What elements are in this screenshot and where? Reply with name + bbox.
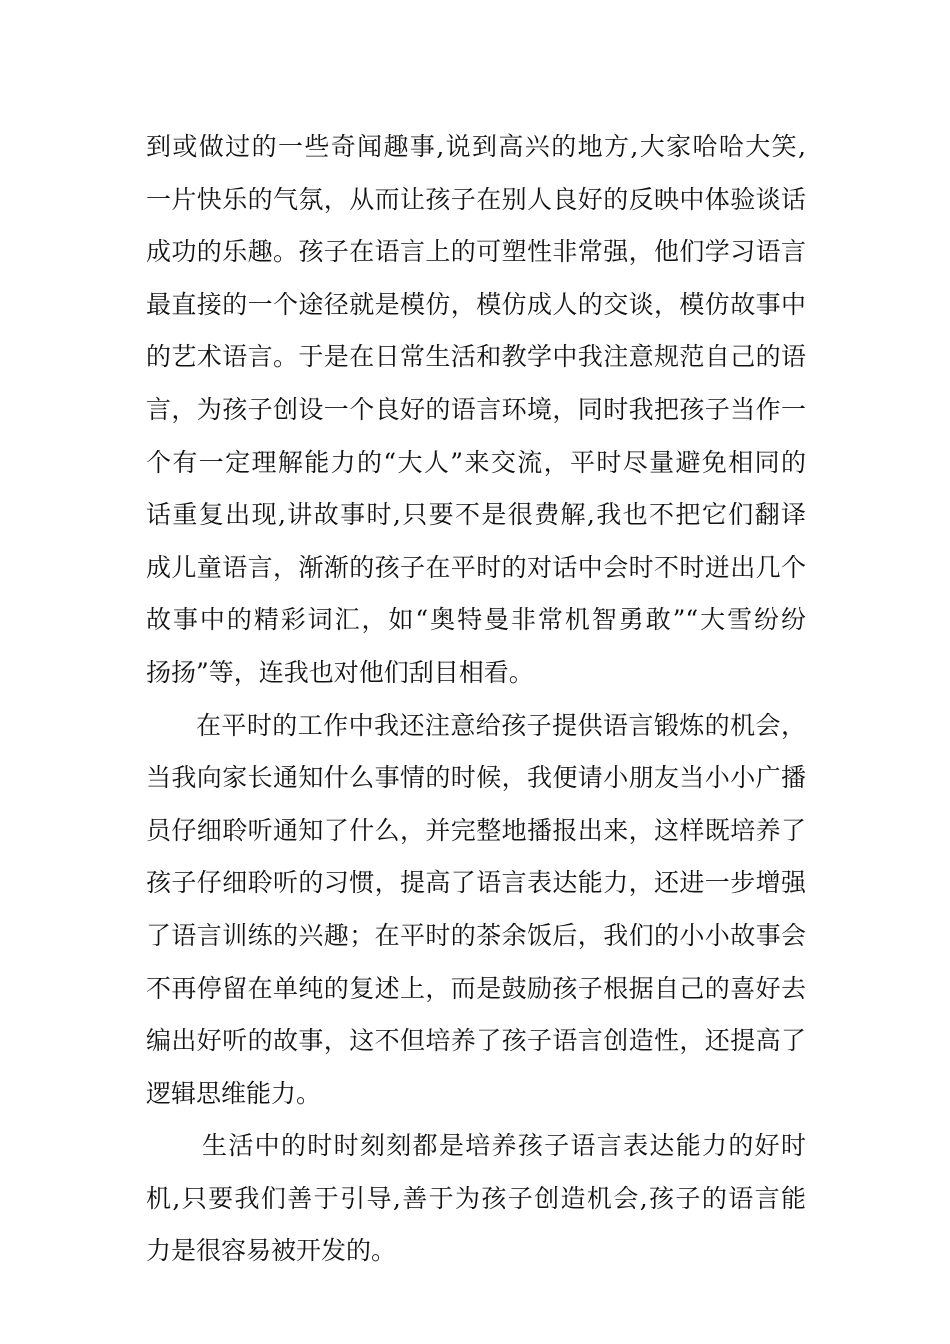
paragraph-1-line-6: 言，为孩子创设一个良好的语言环境，同时我把孩子当作一 <box>146 394 806 424</box>
paragraph-3-line-1: 生活中的时时刻刻都是培养孩子语言表达能力的好时 <box>202 1131 806 1161</box>
paragraph-1-line-11: 扬扬”等，连我也对他们刮目相看。 <box>146 657 534 687</box>
paragraph-3-line-2: 机,只要我们善于引导,善于为孩子创造机会,孩子的语言能 <box>146 1183 806 1213</box>
paragraph-1-line-3: 成功的乐趣。孩子在语言上的可塑性非常强，他们学习语言 <box>146 237 806 267</box>
paragraph-2-line-6: 不再停留在单纯的复述上，而是鼓励孩子根据自己的喜好去 <box>146 973 806 1003</box>
paragraph-2-line-3: 员仔细聆听通知了什么，并完整地播报出来，这样既培养了 <box>146 815 806 845</box>
paragraph-2-line-8: 逻辑思维能力。 <box>146 1078 322 1108</box>
paragraph-2-line-5: 了语言训练的兴趣；在平时的茶余饭后，我们的小小故事会 <box>146 920 806 950</box>
paragraph-3-line-3: 力是很容易被开发的。 <box>146 1236 397 1266</box>
paragraph-1-line-8: 话重复出现,讲故事时,只要不是很费解,我也不把它们翻译 <box>146 500 806 530</box>
paragraph-1-line-2: 一片快乐的气氛，从而让孩子在别人良好的反映中体验谈话 <box>146 184 806 214</box>
paragraph-1-line-9: 成儿童语言，渐渐的孩子在平时的对话中会时不时迸出几个 <box>146 552 806 582</box>
paragraph-1-line-1: 到或做过的一些奇闻趣事,说到高兴的地方,大家哈哈大笑, <box>146 132 806 161</box>
document-body <box>146 121 806 1278</box>
paragraph-2-line-1: 在平时的工作中我还注意给孩子提供语言锻炼的机会， <box>196 710 806 740</box>
paragraph-2-line-4: 孩子仔细聆听的习惯，提高了语言表达能力，还进一步增强 <box>146 868 806 898</box>
paragraph-2-line-7: 编出好听的故事，这不但培养了孩子语言创造性，还提高了 <box>146 1026 806 1056</box>
paragraph-1-line-5: 的艺术语言。于是在日常生活和教学中我注意规范自己的语 <box>146 342 806 372</box>
paragraph-1-line-4: 最直接的一个途径就是模仿，模仿成人的交谈，模仿故事中 <box>146 289 806 319</box>
paragraph-2-line-2: 当我向家长通知什么事情的时候，我便请小朋友当小小广播 <box>146 763 806 793</box>
paragraph-1-line-7: 个有一定理解能力的“大人”来交流，平时尽量避免相同的 <box>146 447 806 477</box>
paragraph-1-line-10: 故事中的精彩词汇，如“奥特曼非常机智勇敢”“大雪纷纷 <box>146 605 806 635</box>
